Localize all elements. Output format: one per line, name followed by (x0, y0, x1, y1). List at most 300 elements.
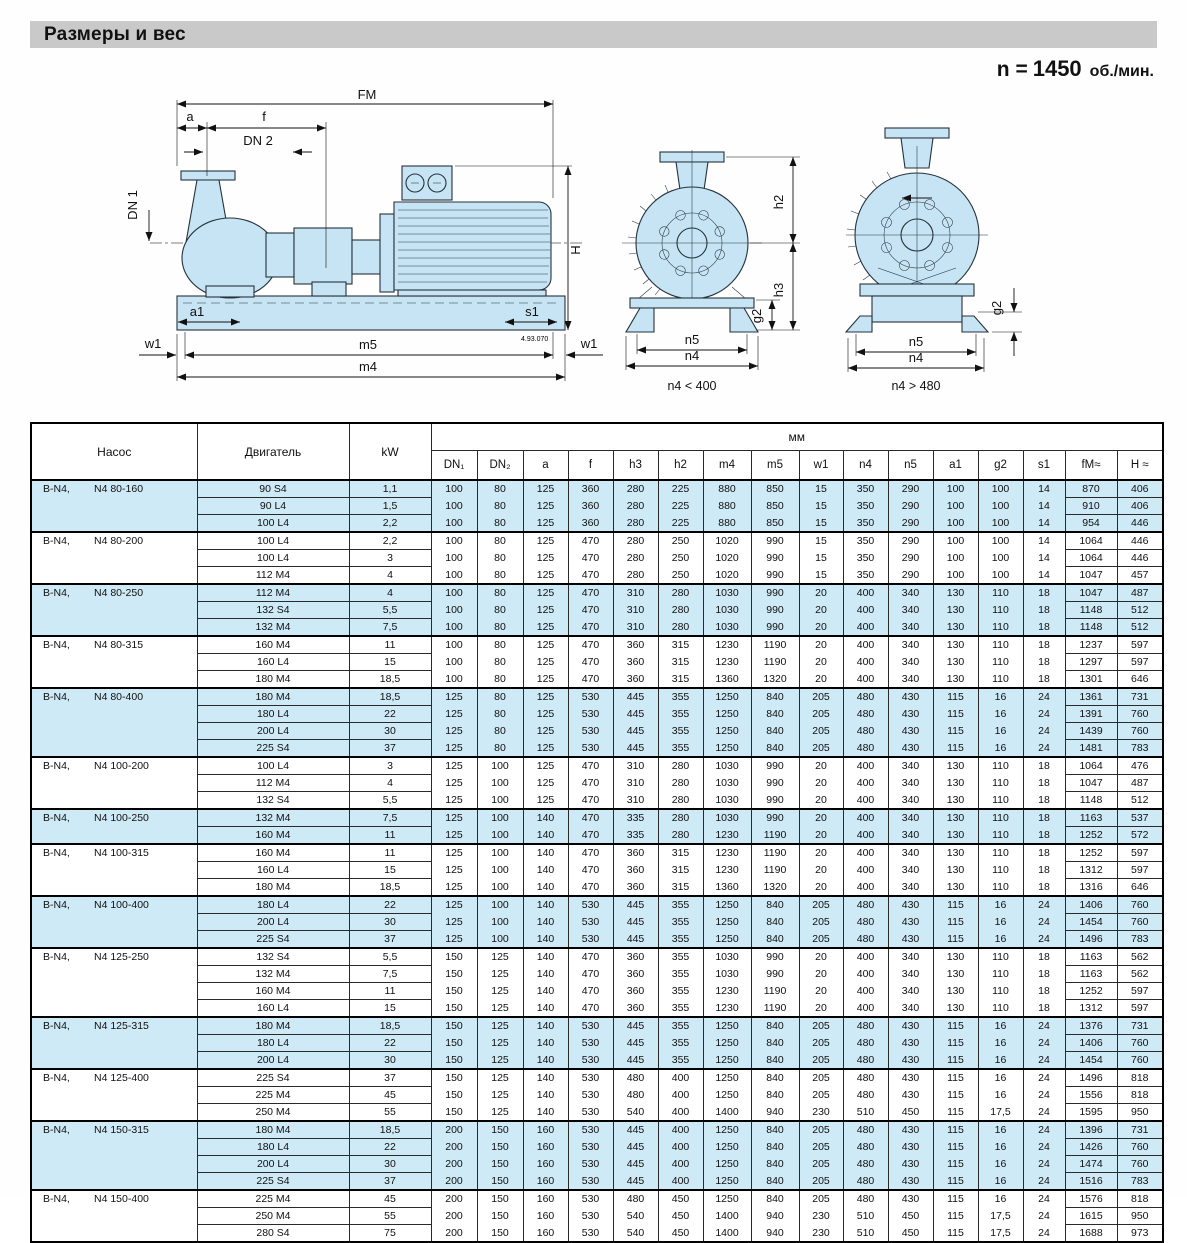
cell-fM: 870 (1065, 480, 1117, 498)
cell-s1: 14 (1023, 550, 1065, 567)
cell-H: 597 (1117, 862, 1163, 879)
cell-a1: 100 (933, 515, 978, 533)
cell-g2: 100 (978, 498, 1023, 515)
cell-H: 512 (1117, 792, 1163, 810)
cell-n5: 430 (888, 723, 933, 740)
cell-a1: 130 (933, 966, 978, 983)
cell-m4: 1400 (703, 1208, 751, 1225)
kw-cell: 2,2 (349, 515, 431, 533)
kw-cell: 1,5 (349, 498, 431, 515)
cell-a: 140 (523, 983, 568, 1000)
cell-DN2: 150 (477, 1156, 523, 1173)
cell-g2: 110 (978, 879, 1023, 897)
motor-cell: 112 M4 (197, 567, 349, 585)
cell-n5: 430 (888, 1173, 933, 1191)
cell-DN1: 200 (431, 1208, 477, 1225)
table-row (31, 619, 1163, 637)
cell-DN2: 125 (477, 948, 523, 966)
cell-DN1: 100 (431, 550, 477, 567)
kw-cell: 1,1 (349, 480, 431, 498)
cell-DN1: 150 (431, 1069, 477, 1087)
cell-s1: 24 (1023, 688, 1065, 706)
cell-f: 470 (568, 671, 613, 689)
cell-H: 562 (1117, 948, 1163, 966)
table-row (31, 879, 1163, 897)
cell-h3: 310 (613, 602, 658, 619)
cell-s1: 18 (1023, 654, 1065, 671)
col-header-a: a (523, 451, 568, 481)
cell-a1: 115 (933, 1121, 978, 1139)
cell-s1: 18 (1023, 983, 1065, 1000)
cell-fM: 1426 (1065, 1139, 1117, 1156)
cell-s1: 18 (1023, 879, 1065, 897)
cell-m5: 990 (751, 792, 799, 810)
kw-cell: 15 (349, 862, 431, 879)
cell-m5: 940 (751, 1208, 799, 1225)
cell-a: 140 (523, 827, 568, 845)
cell-n4: 480 (843, 1190, 888, 1208)
pump-series-label: B-N4, (43, 899, 70, 911)
cell-h2: 450 (658, 1208, 703, 1225)
cell-g2: 16 (978, 706, 1023, 723)
drawing-caption-large: n4 > 480 (891, 379, 941, 393)
motor-cell: 100 L4 (197, 757, 349, 775)
cell-DN1: 100 (431, 671, 477, 689)
cell-n4: 510 (843, 1104, 888, 1122)
motor-cell: 160 M4 (197, 844, 349, 862)
cell-f: 470 (568, 792, 613, 810)
dim-label-n5-small: n5 (684, 332, 700, 347)
cell-fM: 1556 (1065, 1087, 1117, 1104)
cell-g2: 16 (978, 1121, 1023, 1139)
cell-h3: 310 (613, 775, 658, 792)
cell-g2: 16 (978, 688, 1023, 706)
cell-h2: 400 (658, 1087, 703, 1104)
cell-fM: 1252 (1065, 827, 1117, 845)
pump-series-label: B-N4, (43, 483, 70, 495)
cell-h3: 445 (613, 896, 658, 914)
table-row (31, 1121, 1163, 1139)
cell-g2: 100 (978, 515, 1023, 533)
pump-name-cell (31, 532, 197, 584)
cell-h2: 280 (658, 602, 703, 619)
kw-cell: 3 (349, 757, 431, 775)
cell-n4: 480 (843, 723, 888, 740)
cell-fM: 1496 (1065, 931, 1117, 949)
cell-H: 446 (1117, 550, 1163, 567)
cell-H: 597 (1117, 983, 1163, 1000)
cell-m5: 840 (751, 723, 799, 740)
cell-h2: 280 (658, 775, 703, 792)
cell-h2: 280 (658, 619, 703, 637)
cell-h3: 445 (613, 1052, 658, 1070)
cell-DN1: 200 (431, 1190, 477, 1208)
cell-h2: 355 (658, 706, 703, 723)
cell-m5: 990 (751, 584, 799, 602)
cell-m4: 1250 (703, 1035, 751, 1052)
cell-fM: 1376 (1065, 1017, 1117, 1035)
cell-m4: 1230 (703, 844, 751, 862)
kw-cell: 5,5 (349, 602, 431, 619)
cell-a1: 130 (933, 983, 978, 1000)
cell-h3: 360 (613, 862, 658, 879)
cell-n5: 340 (888, 1000, 933, 1018)
kw-cell: 18,5 (349, 1121, 431, 1139)
cell-h2: 450 (658, 1190, 703, 1208)
cell-a: 125 (523, 723, 568, 740)
cell-DN1: 150 (431, 1017, 477, 1035)
cell-h2: 250 (658, 567, 703, 585)
motor-cell: 160 M4 (197, 983, 349, 1000)
cell-f: 470 (568, 1000, 613, 1018)
cell-a: 125 (523, 498, 568, 515)
kw-cell: 18,5 (349, 671, 431, 689)
cell-s1: 18 (1023, 775, 1065, 792)
cell-h3: 280 (613, 567, 658, 585)
cell-H: 760 (1117, 723, 1163, 740)
cell-H: 783 (1117, 740, 1163, 758)
cell-g2: 110 (978, 827, 1023, 845)
table-row (31, 654, 1163, 671)
cell-DN2: 80 (477, 636, 523, 654)
cell-g2: 16 (978, 1139, 1023, 1156)
kw-cell: 18,5 (349, 879, 431, 897)
cell-w1: 20 (799, 966, 843, 983)
cell-n4: 480 (843, 931, 888, 949)
cell-h2: 400 (658, 1069, 703, 1087)
cell-h3: 310 (613, 757, 658, 775)
cell-h2: 315 (658, 862, 703, 879)
motor-cell: 250 M4 (197, 1104, 349, 1122)
cell-DN1: 200 (431, 1156, 477, 1173)
cell-fM: 1688 (1065, 1225, 1117, 1243)
table-row (31, 809, 1163, 827)
cell-n4: 400 (843, 879, 888, 897)
dim-label-h: H (568, 245, 583, 255)
cell-a1: 115 (933, 1087, 978, 1104)
cell-w1: 20 (799, 584, 843, 602)
cell-m5: 1190 (751, 636, 799, 654)
pump-name-cell (31, 1017, 197, 1069)
cell-n5: 290 (888, 515, 933, 533)
cell-m4: 1250 (703, 740, 751, 758)
cell-a1: 115 (933, 914, 978, 931)
cell-H: 760 (1117, 1052, 1163, 1070)
motor-cell: 180 L4 (197, 1139, 349, 1156)
cell-fM: 1496 (1065, 1069, 1117, 1087)
cell-DN2: 125 (477, 966, 523, 983)
cell-w1: 230 (799, 1104, 843, 1122)
cell-h2: 355 (658, 723, 703, 740)
cell-DN1: 125 (431, 792, 477, 810)
cell-f: 470 (568, 550, 613, 567)
motor-cell: 160 M4 (197, 827, 349, 845)
cell-w1: 15 (799, 480, 843, 498)
pump-name-cell (31, 480, 197, 532)
cell-f: 530 (568, 1052, 613, 1070)
cell-s1: 24 (1023, 723, 1065, 740)
cell-s1: 18 (1023, 602, 1065, 619)
cell-H: 597 (1117, 654, 1163, 671)
cell-a: 160 (523, 1190, 568, 1208)
cell-H: 476 (1117, 757, 1163, 775)
cell-DN2: 80 (477, 532, 523, 550)
cell-h3: 360 (613, 1000, 658, 1018)
cell-n4: 400 (843, 966, 888, 983)
cell-w1: 205 (799, 688, 843, 706)
cell-s1: 24 (1023, 914, 1065, 931)
cell-s1: 18 (1023, 862, 1065, 879)
table-row (31, 1139, 1163, 1156)
motor-cell: 180 L4 (197, 896, 349, 914)
table-row (31, 792, 1163, 810)
cell-s1: 24 (1023, 1173, 1065, 1191)
cell-a: 160 (523, 1173, 568, 1191)
table-row (31, 1035, 1163, 1052)
cell-a: 160 (523, 1121, 568, 1139)
table-row (31, 515, 1163, 533)
cell-w1: 15 (799, 515, 843, 533)
motor-cell: 180 M4 (197, 879, 349, 897)
cell-f: 530 (568, 1225, 613, 1243)
cell-m5: 840 (751, 1069, 799, 1087)
cell-m5: 990 (751, 532, 799, 550)
cell-H: 512 (1117, 619, 1163, 637)
drawing-ref-number: 4.93.070 (521, 336, 549, 343)
cell-w1: 205 (799, 1035, 843, 1052)
cell-a: 140 (523, 1017, 568, 1035)
cell-H: 572 (1117, 827, 1163, 845)
cell-DN1: 100 (431, 636, 477, 654)
kw-cell: 15 (349, 654, 431, 671)
cell-a: 125 (523, 480, 568, 498)
cell-h2: 250 (658, 532, 703, 550)
cell-H: 818 (1117, 1087, 1163, 1104)
cell-DN2: 125 (477, 1052, 523, 1070)
cell-a: 140 (523, 1069, 568, 1087)
motor-cell: 200 L4 (197, 1052, 349, 1070)
cell-h3: 280 (613, 550, 658, 567)
cell-n5: 430 (888, 896, 933, 914)
cell-H: 597 (1117, 844, 1163, 862)
cell-g2: 16 (978, 1035, 1023, 1052)
cell-h3: 335 (613, 827, 658, 845)
cell-DN1: 200 (431, 1121, 477, 1139)
kw-cell: 37 (349, 740, 431, 758)
cell-f: 530 (568, 740, 613, 758)
cell-n4: 480 (843, 1139, 888, 1156)
cell-g2: 16 (978, 1017, 1023, 1035)
pump-model-label: N4 100-250 (94, 812, 149, 824)
cell-g2: 16 (978, 723, 1023, 740)
cell-DN2: 100 (477, 827, 523, 845)
cell-n5: 290 (888, 532, 933, 550)
cell-DN2: 100 (477, 914, 523, 931)
cell-w1: 205 (799, 1173, 843, 1191)
cell-DN2: 80 (477, 688, 523, 706)
motor-cell: 100 L4 (197, 532, 349, 550)
cell-a1: 130 (933, 619, 978, 637)
cell-n4: 400 (843, 1000, 888, 1018)
cell-f: 470 (568, 844, 613, 862)
cell-s1: 24 (1023, 1087, 1065, 1104)
cell-H: 973 (1117, 1225, 1163, 1243)
cell-n5: 340 (888, 671, 933, 689)
dim-label-m4: m4 (358, 359, 378, 374)
cell-DN1: 200 (431, 1139, 477, 1156)
cell-m5: 990 (751, 757, 799, 775)
motor-cell: 160 M4 (197, 636, 349, 654)
cell-DN1: 200 (431, 1225, 477, 1243)
motor-cell: 225 M4 (197, 1087, 349, 1104)
cell-a: 125 (523, 671, 568, 689)
cell-n4: 400 (843, 809, 888, 827)
cell-g2: 110 (978, 775, 1023, 792)
cell-m4: 1250 (703, 706, 751, 723)
pump-name-cell (31, 1121, 197, 1190)
cell-fM: 1361 (1065, 688, 1117, 706)
cell-m4: 1250 (703, 914, 751, 931)
cell-h2: 400 (658, 1156, 703, 1173)
cell-n5: 340 (888, 619, 933, 637)
kw-cell: 75 (349, 1225, 431, 1243)
cell-f: 360 (568, 480, 613, 498)
pump-model-label: N4 100-200 (94, 760, 149, 772)
cell-s1: 18 (1023, 671, 1065, 689)
table-row (31, 584, 1163, 602)
col-header-fM: fM≈ (1065, 451, 1117, 481)
cell-h2: 280 (658, 809, 703, 827)
cell-f: 470 (568, 602, 613, 619)
cell-a1: 100 (933, 480, 978, 498)
cell-m5: 840 (751, 1035, 799, 1052)
cell-a: 140 (523, 1104, 568, 1122)
cell-f: 360 (568, 498, 613, 515)
pump-series-label: B-N4, (43, 691, 70, 703)
cell-w1: 205 (799, 1052, 843, 1070)
cell-h3: 360 (613, 671, 658, 689)
col-header-kw: kW (349, 423, 431, 480)
cell-H: 950 (1117, 1208, 1163, 1225)
cell-f: 360 (568, 515, 613, 533)
cell-n4: 480 (843, 740, 888, 758)
dim-label-dn1: DN 1 (125, 190, 140, 220)
pump-front-view-large (846, 128, 1022, 393)
cell-fM: 1064 (1065, 550, 1117, 567)
cell-a: 140 (523, 948, 568, 966)
cell-a1: 130 (933, 584, 978, 602)
cell-s1: 18 (1023, 636, 1065, 654)
cell-m4: 1250 (703, 1139, 751, 1156)
cell-g2: 16 (978, 740, 1023, 758)
cell-f: 470 (568, 757, 613, 775)
cell-m4: 1250 (703, 931, 751, 949)
cell-h3: 445 (613, 706, 658, 723)
motor-cell: 90 L4 (197, 498, 349, 515)
cell-H: 950 (1117, 1104, 1163, 1122)
cell-w1: 230 (799, 1225, 843, 1243)
cell-n5: 450 (888, 1104, 933, 1122)
cell-f: 530 (568, 1208, 613, 1225)
cell-n5: 430 (888, 706, 933, 723)
cell-h2: 315 (658, 654, 703, 671)
cell-a: 125 (523, 567, 568, 585)
cell-w1: 20 (799, 827, 843, 845)
motor-cell: 180 L4 (197, 706, 349, 723)
cell-s1: 14 (1023, 532, 1065, 550)
cell-w1: 20 (799, 809, 843, 827)
cell-fM: 1148 (1065, 619, 1117, 637)
cell-m5: 990 (751, 602, 799, 619)
kw-cell: 37 (349, 1173, 431, 1191)
table-row (31, 896, 1163, 914)
cell-n5: 340 (888, 636, 933, 654)
dim-label-a1: a1 (189, 304, 205, 319)
cell-H: 446 (1117, 532, 1163, 550)
cell-g2: 100 (978, 532, 1023, 550)
cell-DN2: 100 (477, 775, 523, 792)
motor-cell: 180 M4 (197, 688, 349, 706)
cell-a: 140 (523, 1000, 568, 1018)
col-header-pump: Насос (31, 423, 197, 480)
cell-DN1: 100 (431, 602, 477, 619)
cell-H: 597 (1117, 1000, 1163, 1018)
pump-series-label: B-N4, (43, 760, 70, 772)
cell-h2: 315 (658, 879, 703, 897)
cell-g2: 16 (978, 1052, 1023, 1070)
cell-g2: 110 (978, 792, 1023, 810)
cell-f: 530 (568, 1087, 613, 1104)
cell-s1: 18 (1023, 1000, 1065, 1018)
cell-m4: 1030 (703, 619, 751, 637)
cell-n5: 340 (888, 757, 933, 775)
motor-cell: 180 M4 (197, 1121, 349, 1139)
cell-n5: 290 (888, 480, 933, 498)
cell-DN2: 80 (477, 515, 523, 533)
cell-n4: 350 (843, 567, 888, 585)
kw-cell: 15 (349, 1000, 431, 1018)
cell-DN1: 125 (431, 757, 477, 775)
cell-n5: 340 (888, 827, 933, 845)
cell-H: 457 (1117, 567, 1163, 585)
cell-n5: 450 (888, 1208, 933, 1225)
cell-a: 125 (523, 584, 568, 602)
pump-series-label: B-N4, (43, 1124, 70, 1136)
pump-series-label: B-N4, (43, 587, 70, 599)
dim-label-a: a (186, 109, 194, 124)
cell-s1: 14 (1023, 515, 1065, 533)
cell-a1: 130 (933, 844, 978, 862)
cell-n5: 340 (888, 584, 933, 602)
cell-m5: 1190 (751, 983, 799, 1000)
cell-a: 140 (523, 1087, 568, 1104)
cell-fM: 1312 (1065, 1000, 1117, 1018)
cell-f: 530 (568, 1156, 613, 1173)
cell-h2: 225 (658, 515, 703, 533)
cell-DN1: 100 (431, 498, 477, 515)
cell-m5: 850 (751, 498, 799, 515)
cell-m5: 940 (751, 1225, 799, 1243)
cell-m5: 840 (751, 1087, 799, 1104)
cell-w1: 20 (799, 862, 843, 879)
cell-DN2: 100 (477, 844, 523, 862)
table-row (31, 550, 1163, 567)
cell-fM: 1237 (1065, 636, 1117, 654)
cell-fM: 1406 (1065, 896, 1117, 914)
cell-fM: 1148 (1065, 602, 1117, 619)
cell-a1: 115 (933, 1225, 978, 1243)
cell-a1: 130 (933, 809, 978, 827)
